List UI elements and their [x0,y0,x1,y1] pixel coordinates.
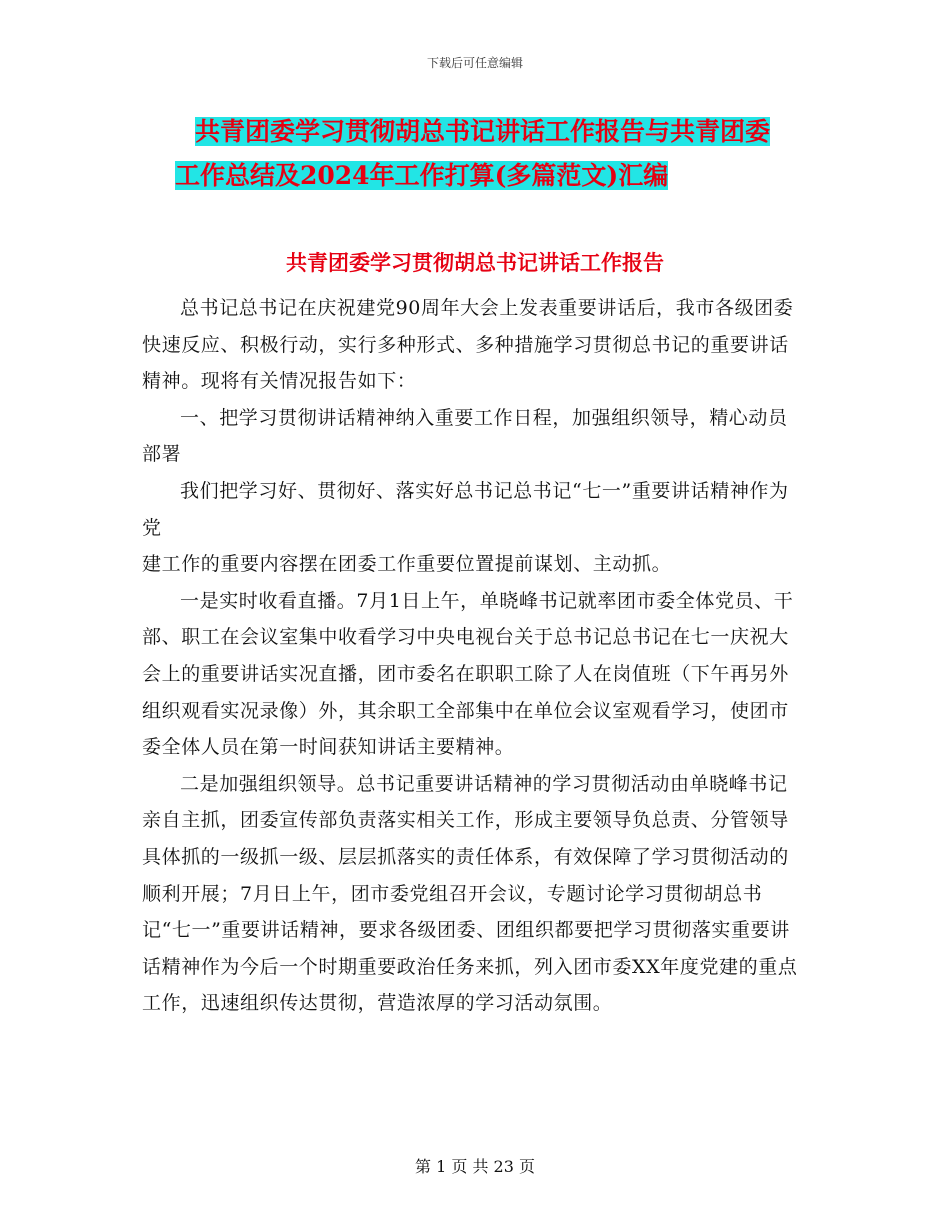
page-header: 下载后可任意编辑 [426,56,523,70]
paragraph: 我们把学习好、贯彻好、落实好总书记总书记“七一”重要讲话精神作为党 [142,479,789,539]
paragraph: 建工作的重要内容摆在团委工作重要位置提前谋划、主动抓。 [142,553,672,576]
title-highlight-2: 工作总结及2024年工作打算(多篇范文)汇编 [175,161,669,190]
document-title-line-1 [175,110,815,154]
document-title-line-2 [175,154,815,198]
paragraph: 一是实时收看直播。7月1日上午，单晓峰书记就率团市委全体党员、干部、职工在会议室集中收看学习中央电视台关于总书记总书记在七一庆祝大会上的重要讲话实况直播，团市委名在职职工除了人在岗值班（下午再另外组织观看实况录像）外，其余职工全部集中在单位会议室观看学习，使团市委全体人员在第一时间获知讲话主要精神。 [142,589,794,759]
paragraph-heading: 一、把学习贯彻讲话精神纳入重要工作日程，加强组织领导，精心动员部署 [142,406,788,466]
paragraph: 二是加强组织领导。总书记重要讲话精神的学习贯彻活动由单晓峰书记亲自主抓，团委宣传部负责落实相关工作，形成主要领导负总责、分管领导具体抓的一级抓一级、层层抓落实的责任体系，有效保障了学习贯彻活动的顺利开展；7月日上午，团市委党组召开会议，专题讨论学习贯彻胡总书记“七一”重要讲话精神，要求各级团委、团组织都要把学习贯彻落实重要讲话精神作为今后一个时期重要政治任务来抓，列入团市委XX年度党建的重点工作，迅速组织传达贯彻，营造浓厚的学习活动氛围。 [142,772,798,1015]
section-title: 共青团委学习贯彻胡总书记讲话工作报告 [286,250,664,275]
title-highlight-1: 共青团委学习贯彻胡总书记讲话工作报告与共青团委 [195,117,771,146]
paragraph: 总书记总书记在庆祝建党90周年大会上发表重要讲话后，我市各级团委快速反应、积极行动，实行多种形式、多种措施学习贯彻总书记的重要讲话精神。现将有关情况报告如下： [142,297,794,393]
document-body [142,290,807,1022]
document-title [175,110,815,198]
page-footer: 第 1 页 共 23 页 [415,1157,535,1176]
